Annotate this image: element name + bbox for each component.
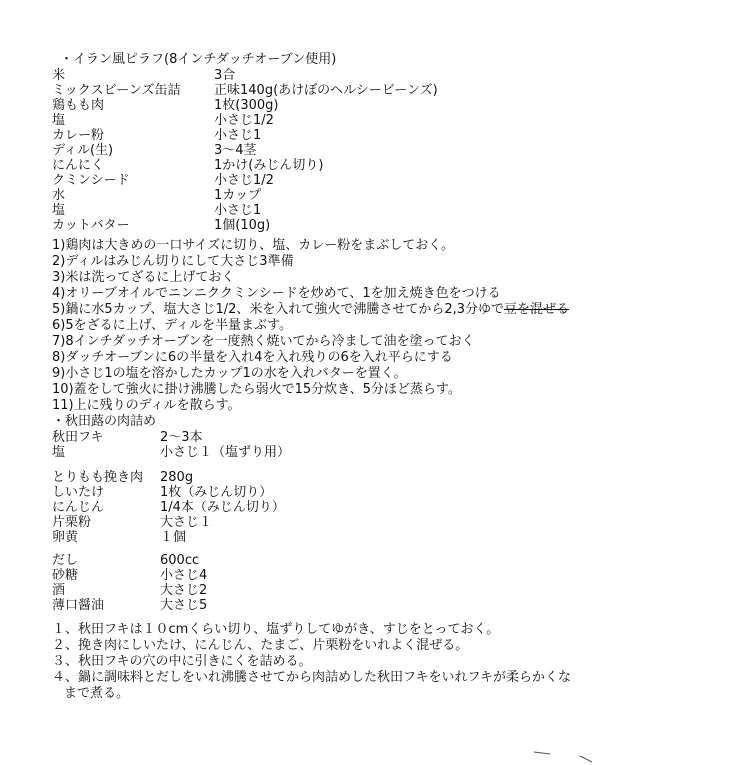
recipe2-title: ・秋田蕗の肉詰め bbox=[52, 414, 157, 429]
ingredient-qty: 小さじ1 bbox=[214, 128, 262, 143]
ingredient-qty: 1枚（みじん切り） bbox=[160, 485, 273, 500]
ingredient-name: ミックスビーンズ缶詰 bbox=[52, 83, 181, 98]
ingredient-name: カレー粉 bbox=[52, 128, 105, 143]
ingredient-qty: 小さじ4 bbox=[160, 568, 208, 583]
ingredient-name: 塩 bbox=[52, 203, 66, 218]
ingredient-name: しいたけ bbox=[52, 485, 105, 500]
ingredient-qty: 1/4本（みじん切り） bbox=[160, 500, 285, 515]
ingredient-name: 酒 bbox=[52, 583, 66, 598]
ingredient-name: クミンシード bbox=[52, 173, 130, 188]
recipe1-title: ・イラン風ピラフ(8インチダッチオーブン使用) bbox=[60, 52, 337, 67]
ingredient-qty: 大さじ2 bbox=[160, 583, 208, 598]
ingredient-name: だし bbox=[52, 553, 79, 568]
step-4-continued: まで煮る。 bbox=[64, 686, 130, 701]
ingredient-qty: 1かけ(みじん切り) bbox=[214, 158, 324, 173]
ingredient-name: 薄口醤油 bbox=[52, 598, 105, 613]
ingredient-name: 卵黄 bbox=[52, 530, 79, 545]
step-10: 10)蓋をして強火に掛け沸騰したら弱火で15分炊き、5分ほど蒸らす。 bbox=[52, 382, 461, 397]
ingredient-qty: 3～4茎 bbox=[214, 143, 257, 158]
ingredient-name: 塩 bbox=[52, 445, 66, 460]
ingredient-name: とりもも挽き肉 bbox=[52, 470, 144, 485]
step-1: １、秋田フキは１０cmくらい切り、塩ずりしてゆがき、すじをとっておく。 bbox=[52, 622, 500, 637]
ingredient-name: ディル(生) bbox=[52, 143, 114, 158]
step-3: 3)米は洗ってざるに上げておく bbox=[52, 270, 235, 285]
scan-marks bbox=[520, 740, 660, 765]
step-2: ２、挽き肉にしいたけ、にんじん、たまご、片栗粉をいれよく混ぜる。 bbox=[52, 638, 469, 653]
step-11: 11)上に残りのディルを散らす。 bbox=[52, 398, 241, 413]
step-4: 4)オリーブオイルでニンニククミンシードを炒めて、1を加え焼き色をつける bbox=[52, 286, 501, 301]
step-6: 6)5をざるに上げ、ディルを半量まぶす。 bbox=[52, 318, 293, 333]
ingredient-qty: 正味140g(あけぼのヘルシービーンズ) bbox=[214, 83, 438, 98]
step-7: 7)8インチダッチオーブンを一度熱く焼いてから冷まして油を塗っておく bbox=[52, 334, 475, 349]
step-2: 2)ディルはみじん切りにして大さじ3準備 bbox=[52, 254, 294, 269]
ingredient-qty: 600cc bbox=[160, 553, 200, 568]
ingredient-qty: 1カップ bbox=[214, 188, 262, 203]
ingredient-name: 砂糖 bbox=[52, 568, 79, 583]
ingredient-name: カットバター bbox=[52, 218, 130, 233]
ingredient-qty: １個 bbox=[160, 530, 187, 545]
step-5-struck-text: 豆を混ぜる bbox=[504, 302, 570, 317]
step-3: ３、秋田フキの穴の中に引きにくを詰める。 bbox=[52, 654, 312, 669]
ingredient-name: 鶏もも肉 bbox=[52, 98, 105, 113]
ingredient-qty: 大さじ１ bbox=[160, 515, 213, 530]
ingredient-qty: 2～3本 bbox=[160, 430, 203, 445]
ingredient-qty: 小さじ１（塩ずり用） bbox=[160, 445, 291, 460]
ingredient-name: 秋田フキ bbox=[52, 430, 104, 445]
ingredient-qty: 3合 bbox=[214, 68, 236, 83]
step-5 bbox=[52, 302, 569, 318]
ingredient-qty: 小さじ1 bbox=[214, 203, 262, 218]
step-9: 9)小さじ1の塩を溶かしたカップ1の水を入れバターを置く。 bbox=[52, 366, 407, 381]
step-4: ４、鍋に調味料とだしをいれ沸騰させてから肉詰めした秋田フキをいれフキが柔らかくな bbox=[52, 670, 571, 685]
ingredient-qty: 大さじ5 bbox=[160, 598, 208, 613]
ingredient-name: にんにく bbox=[52, 158, 105, 173]
ingredient-name: にんじん bbox=[52, 500, 105, 515]
ingredient-qty: 280g bbox=[160, 470, 194, 485]
ingredient-name: 塩 bbox=[52, 113, 66, 128]
ingredient-qty: 小さじ1/2 bbox=[214, 173, 274, 188]
ingredient-qty: 1枚(300g) bbox=[214, 98, 279, 113]
ingredient-name: 片栗粉 bbox=[52, 515, 92, 530]
step-8: 8)ダッチオーブンに6の半量を入れ4を入れ残りの6を入れ平らにする bbox=[52, 350, 453, 365]
step-5-text: 5)鍋に水5カップ、塩大さじ1/2、米を入れて強火で沸騰させてから2,3分ゆで bbox=[52, 302, 505, 317]
ingredient-name: 米 bbox=[52, 68, 66, 83]
ingredient-name: 水 bbox=[52, 188, 66, 203]
step-1: 1)鶏肉は大きめの一口サイズに切り、塩、カレー粉をまぶしておく。 bbox=[52, 238, 455, 253]
ingredient-qty: 小さじ1/2 bbox=[214, 113, 274, 128]
ingredient-qty: 1個(10g) bbox=[214, 218, 271, 233]
